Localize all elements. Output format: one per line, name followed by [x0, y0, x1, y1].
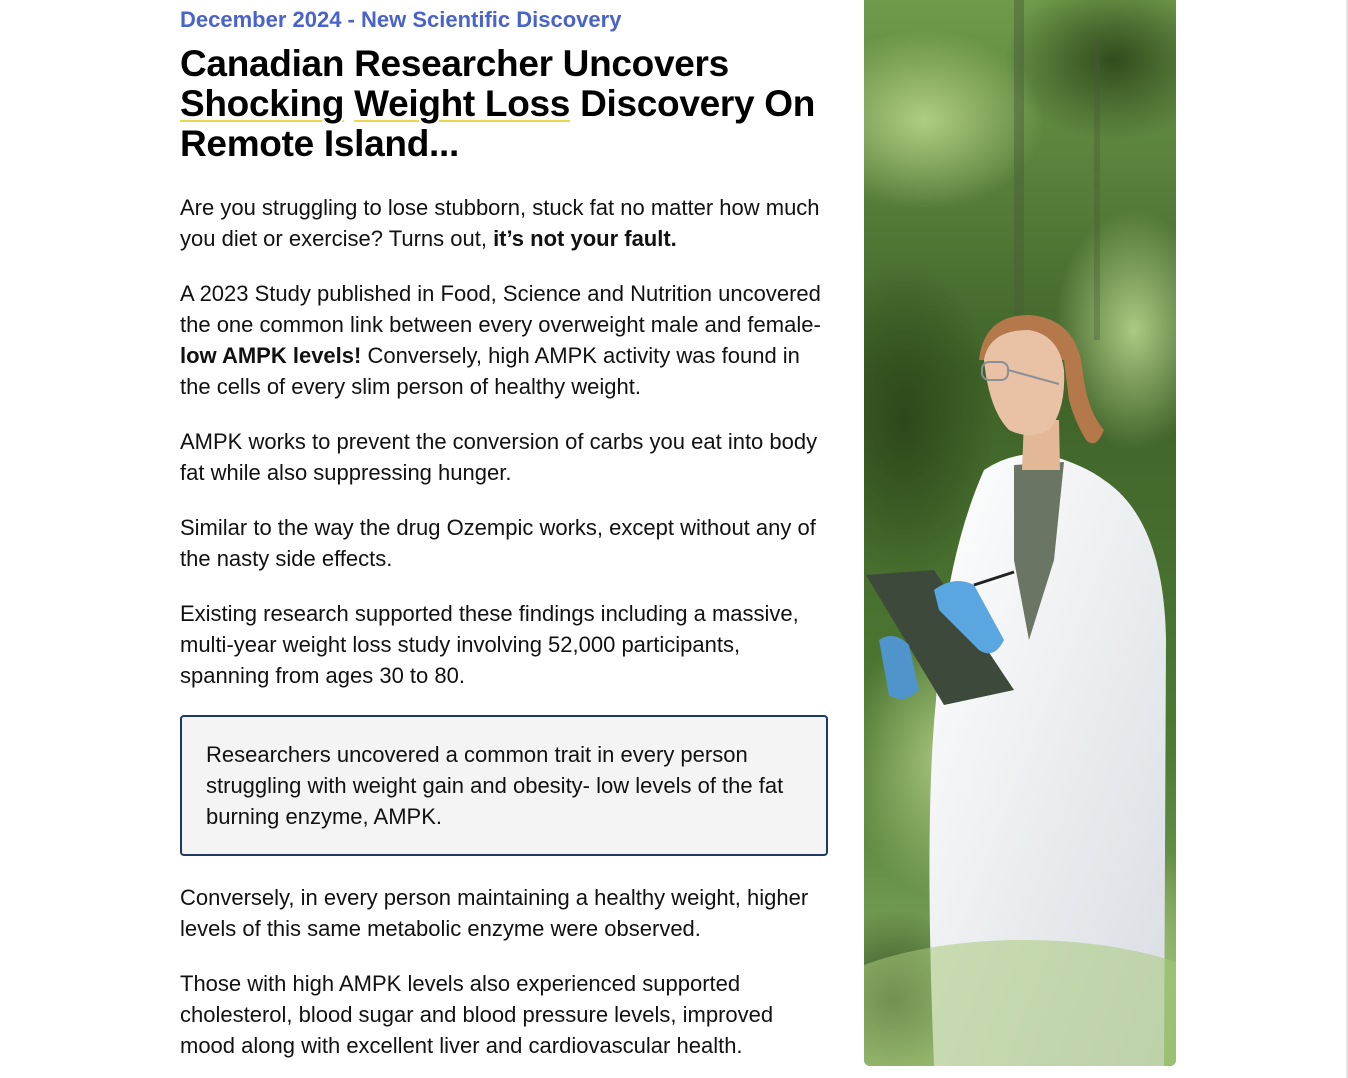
paragraph-1-text: Are you struggling to lose stubborn, stuck fat no matter how much you diet or exercise? Turns out, — [180, 195, 820, 251]
paragraph-2-text-2: Conversely, high AMPK activity was found in the cells of every slim person of healthy weight. — [180, 343, 800, 399]
paragraph-1 — [180, 192, 832, 254]
researcher-photo — [864, 0, 1176, 1066]
callout-text: Researchers uncovered a common trait in every person struggling with weight gain and obesity- low levels of the fat burning enzyme, AMPK. — [206, 742, 784, 829]
paragraph-4: Similar to the way the drug Ozempic works, except without any of the nasty side effects. — [180, 515, 816, 571]
paragraph-1-bold: it’s not your fault. — [493, 226, 677, 251]
paragraph-7: Those with high AMPK levels also experienced supported cholesterol, blood sugar and blood pressure levels, improved mood along with excellent liver and cardiovascular health. — [180, 971, 774, 1058]
headline-underlined-2: Weight Loss — [354, 83, 571, 124]
paragraph-2 — [180, 278, 832, 402]
paragraph-3: AMPK works to prevent the conversion of carbs you eat into body fat while also suppressing hunger. — [180, 429, 818, 485]
paragraph-2-text: A 2023 Study published in Food, Science and Nutrition uncovered the one common link between every overweight male and female- — [180, 281, 821, 337]
callout-box — [180, 715, 828, 856]
headline-line-2-rest: Discovery On — [580, 83, 816, 124]
researcher-photo-icon — [864, 0, 1176, 1066]
paragraph-2-bold: low AMPK levels! — [180, 343, 362, 368]
headline-line-3: Remote Island... — [180, 123, 459, 164]
headline-line-1: Canadian Researcher Uncovers — [180, 43, 729, 84]
headline-underlined-1: Shocking — [180, 83, 345, 124]
article-headline — [180, 44, 832, 164]
paragraph-6: Conversely, in every person maintaining a healthy weight, higher levels of this same metabolic enzyme were observed. — [180, 885, 809, 941]
paragraph-5: Existing research supported these findings including a massive, multi-year weight loss study involving 52,000 participants, spanning from ages 30 to 80. — [180, 601, 799, 688]
article — [180, 0, 832, 1061]
article-kicker: December 2024 - New Scientific Discovery — [180, 7, 622, 32]
